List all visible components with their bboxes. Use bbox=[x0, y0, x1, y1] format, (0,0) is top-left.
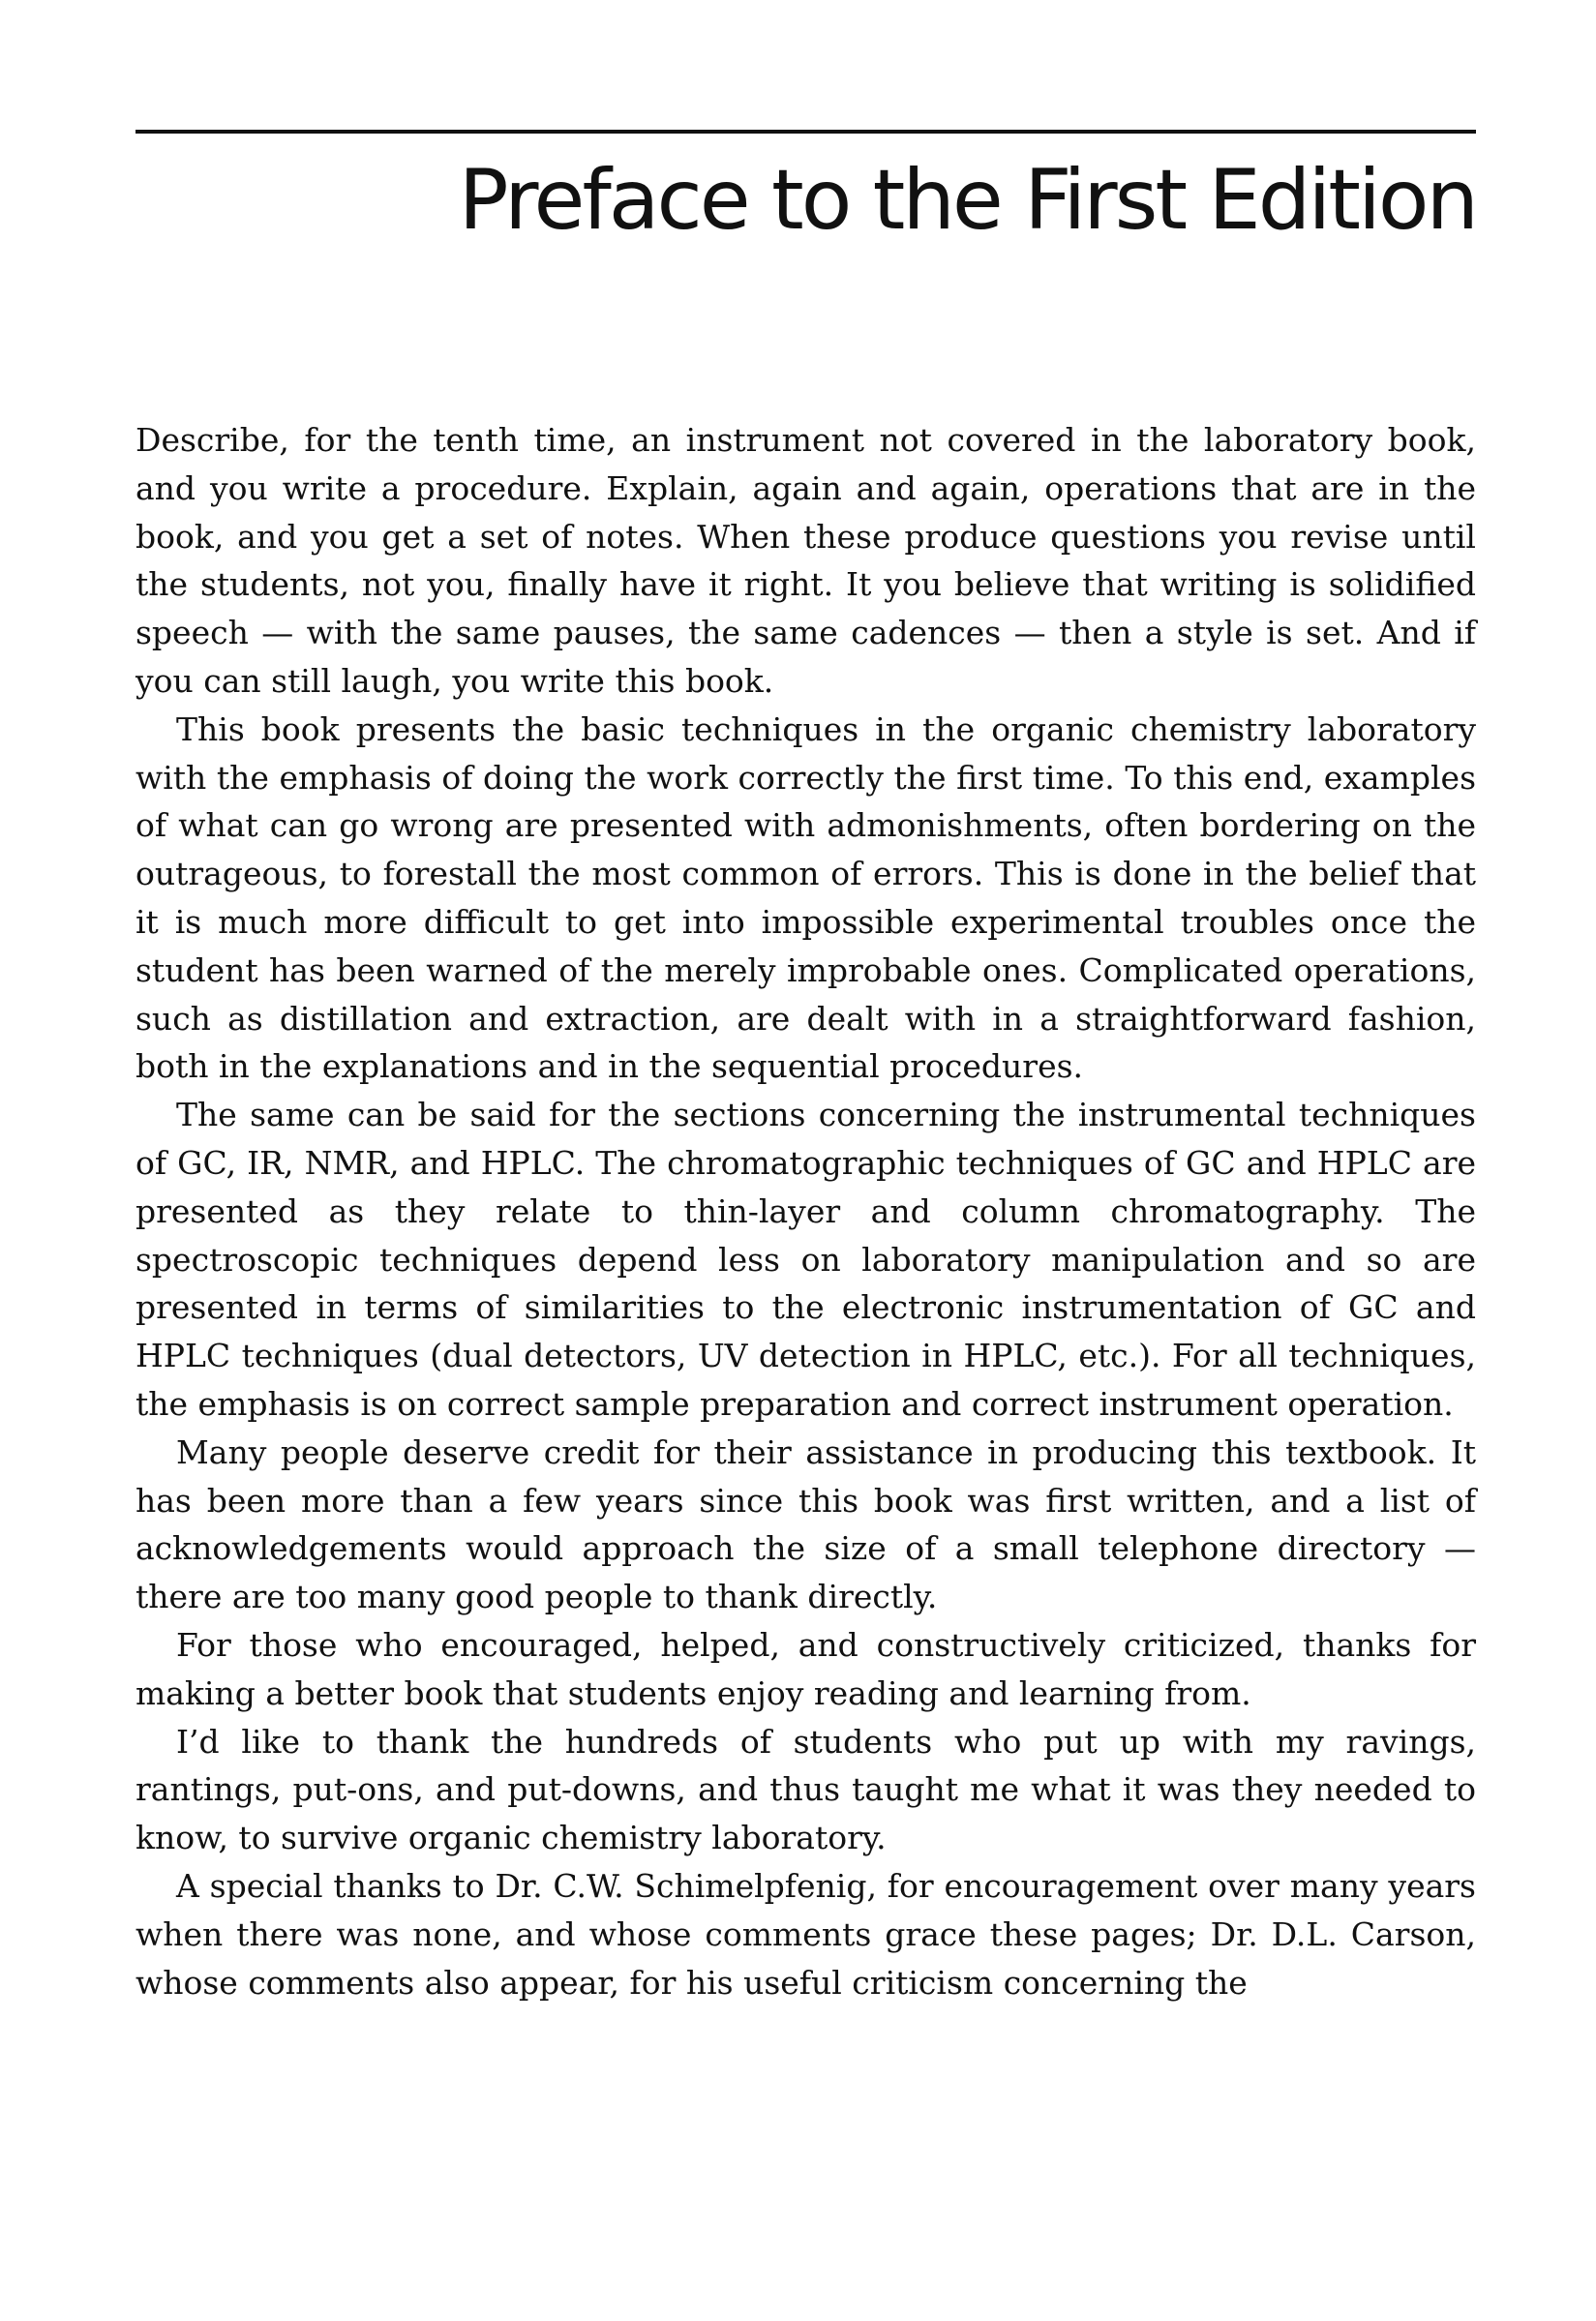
page-title: Preface to the First Edition bbox=[458, 152, 1476, 249]
paragraph-instrumental: The same can be said for the sections concerning the instrumental techniques of GC, IR, NMR, and HPLC. The chromatographic techniques of GC and HPLC are presented as they relate to thin-layer and column chromatography. The spectroscopic techniques depend less on laboratory manipulation and so are presented in terms of similarities to the electronic instrumentation of GC and HPLC techniques (dual detectors, UV detection in HPLC, etc.). For all techniques, the emphasis is on correct sample preparation and correct instrument operation. bbox=[136, 1096, 1476, 1423]
paragraph-techniques: This book presents the basic techniques in the organic chemistry laboratory with the emphasis of doing the work correctly the first time. To this end, examples of what can go wrong are presented with admonishments, often bordering on the outrageous, to forestall the most common of errors. This is done in the belief that it is much more difficult to get into impossible experimental troubles once the student has been warned of the merely improbable ones. Complicated operations, such as distillation and extraction, are dealt with in a straightforward fashion, both in the explanations and in the sequential procedures. bbox=[136, 709, 1476, 1086]
preface-body bbox=[136, 416, 1476, 2006]
paragraph-encouragement: For those who encouraged, helped, and constructively criticized, thanks for making a better book that students enjoy reading and learning from. bbox=[136, 1625, 1476, 1712]
top-rule bbox=[136, 130, 1476, 134]
paragraph-credits: Many people deserve credit for their assistance in producing this textbook. It has been more than a few years since this book was first written, and a list of acknowledgements would approach the size of a small telephone directory — there are too many good people to thank directly. bbox=[136, 1432, 1476, 1616]
paragraph-students: I’d like to thank the hundreds of students who put up with my ravings, rantings, put-ons, and put-downs, and thus taught me what it was they needed to know, to survive organic chemistry laboratory. bbox=[136, 1722, 1476, 1857]
paragraph-special-thanks: A special thanks to Dr. C.W. Schimelpfenig, for encouragement over many years when there was none, and whose comments grace these pages; Dr. D.L. Carson, whose comments also appear, for his useful criticism concerning the bbox=[136, 1866, 1476, 2002]
paragraph-intro: Describe, for the tenth time, an instrument not covered in the laboratory book, and you write a procedure. Explain, again and again, operations that are in the book, and you get a set of notes. When these produce questions you revise until the students, not you, finally have it right. It you believe that writing is solidified speech — with the same pauses, the same cadences — then a style is set. And if you can still laugh, you write this book. bbox=[136, 421, 1476, 700]
